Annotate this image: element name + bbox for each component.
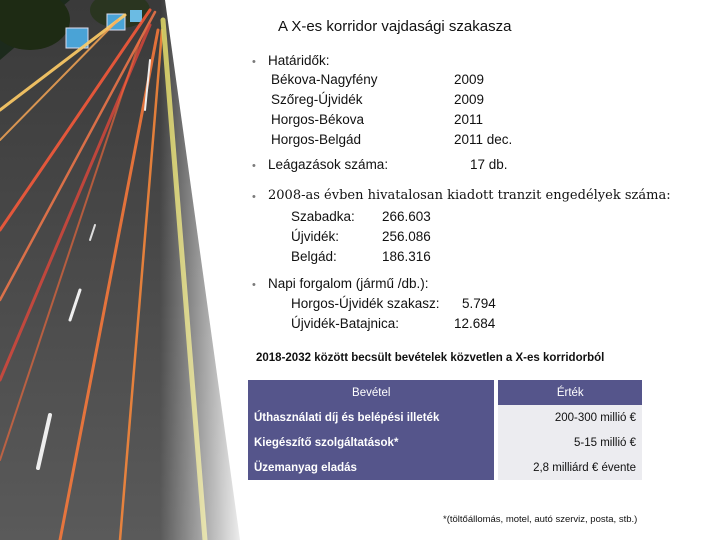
column-header-revenue: Bevétel bbox=[248, 380, 494, 405]
table-row bbox=[248, 430, 642, 455]
traffic-heading: Napi forgalom (jármű /db.): bbox=[268, 276, 429, 291]
deadline-label: Horgos-Belgád bbox=[271, 132, 362, 147]
traffic-value: 12.684 bbox=[454, 316, 496, 331]
bullet-icon: • bbox=[252, 160, 256, 172]
page-title: A X-es korridor vajdasági szakasza bbox=[278, 18, 512, 35]
bullet-icon: • bbox=[252, 56, 256, 68]
deadline-value: 2009 bbox=[454, 72, 485, 87]
permit-label: Újvidék: bbox=[291, 229, 340, 244]
exits-label: Leágazások száma: bbox=[268, 157, 389, 172]
row-value: 200-300 millió € bbox=[498, 405, 642, 430]
table-row bbox=[248, 405, 642, 430]
table-row bbox=[248, 455, 642, 480]
deadlines-heading: Határidők: bbox=[268, 53, 330, 68]
table-header-row bbox=[248, 380, 642, 405]
permits-heading: 2008-as évben hivatalosan kiadott tranzit engedélyek száma: bbox=[268, 188, 671, 203]
exits-value: 17 db. bbox=[470, 157, 508, 172]
permit-label: Szabadka: bbox=[291, 209, 355, 224]
traffic-value: 5.794 bbox=[462, 296, 496, 311]
row-label: Kiegészítő szolgáltatások* bbox=[248, 430, 494, 455]
footnote: *(töltőállomás, motel, autó szerviz, posta, stb.) bbox=[443, 514, 638, 525]
deadline-value: 2009 bbox=[454, 92, 485, 107]
traffic-label: Újvidék-Batajnica: bbox=[291, 316, 400, 331]
deadline-value: 2011 dec. bbox=[454, 132, 513, 147]
traffic-label: Horgos-Újvidék szakasz: bbox=[291, 296, 440, 311]
permit-value: 186.316 bbox=[382, 249, 431, 264]
revenue-table bbox=[248, 380, 642, 480]
deadline-label: Békova-Nagyfény bbox=[271, 72, 378, 87]
row-label: Üzemanyag eladás bbox=[248, 455, 494, 480]
deadline-value: 2011 bbox=[454, 112, 484, 127]
bullet-icon: • bbox=[252, 279, 256, 291]
deadline-label: Horgos-Békova bbox=[271, 112, 365, 127]
bullet-icon: • bbox=[252, 191, 256, 203]
column-header-value: Érték bbox=[498, 380, 642, 405]
permit-value: 256.086 bbox=[382, 229, 431, 244]
row-value: 2,8 milliárd € évente bbox=[498, 455, 642, 480]
row-value: 5-15 millió € bbox=[498, 430, 642, 455]
row-label: Úthasználati díj és belépési illeték bbox=[248, 405, 494, 430]
table-caption: 2018-2032 között becsült bevételek közvetlen a X-es korridorból bbox=[256, 352, 605, 364]
permit-value: 266.603 bbox=[382, 209, 431, 224]
deadline-label: Szőreg-Újvidék bbox=[271, 92, 363, 107]
permit-label: Belgád: bbox=[291, 249, 337, 264]
